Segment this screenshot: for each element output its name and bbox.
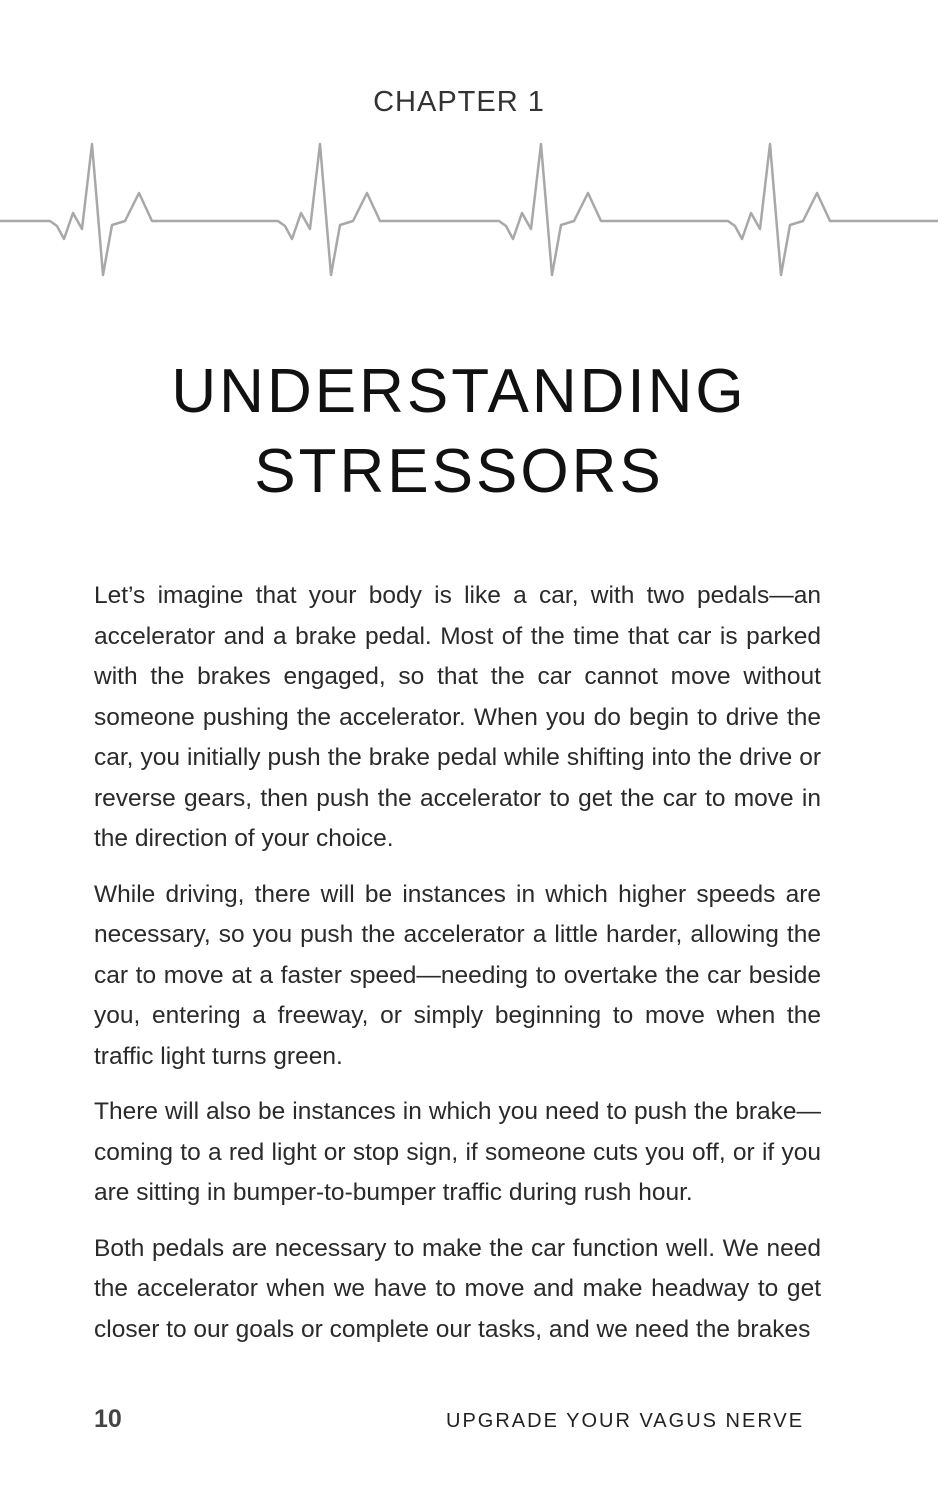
paragraph: While driving, there will be instances in which higher speeds are necessary, so you push the accelerator a little harder, allowing the car to move at a faster speed—needing to overtake the car beside you, entering a freeway, or simply beginning to move when the traffic light turns green. — [94, 880, 821, 1070]
paragraph: Both pedals are necessary to make the car function well. We need the accelerator when we have to move and make headway to get closer to our goals or complete our tasks, and we need the brakes — [94, 1234, 821, 1343]
title-line: UNDERSTANDING — [171, 356, 747, 426]
paragraph: There will also be instances in which you need to push the brake—coming to a red light or stop sign, if someone cuts you off, or if you are sitting in bumper-to-bumper traffic during rush hour. — [94, 1098, 821, 1206]
chapter-title — [0, 352, 918, 512]
paragraph: Let’s imagine that your body is like a car, with two pedals—an accelerator and a brake pedal. Most of the time that car is parked with the brakes engaged, so that the car cannot move without someone pushing the accelerator. When you do begin to drive the car, you initially push the brake pedal while shifting into the drive or reverse gears, then push the accelerator to get the car to move in the direction of your choice. — [94, 582, 821, 852]
heartbeat-line-decoration — [0, 130, 938, 280]
title-line: STRESSORS — [254, 436, 664, 506]
chapter-label: CHAPTER 1 — [373, 86, 545, 118]
page-number: 10 — [94, 1405, 122, 1433]
running-title: UPGRADE YOUR VAGUS NERVE — [446, 1410, 805, 1432]
body-text — [94, 576, 821, 1365]
